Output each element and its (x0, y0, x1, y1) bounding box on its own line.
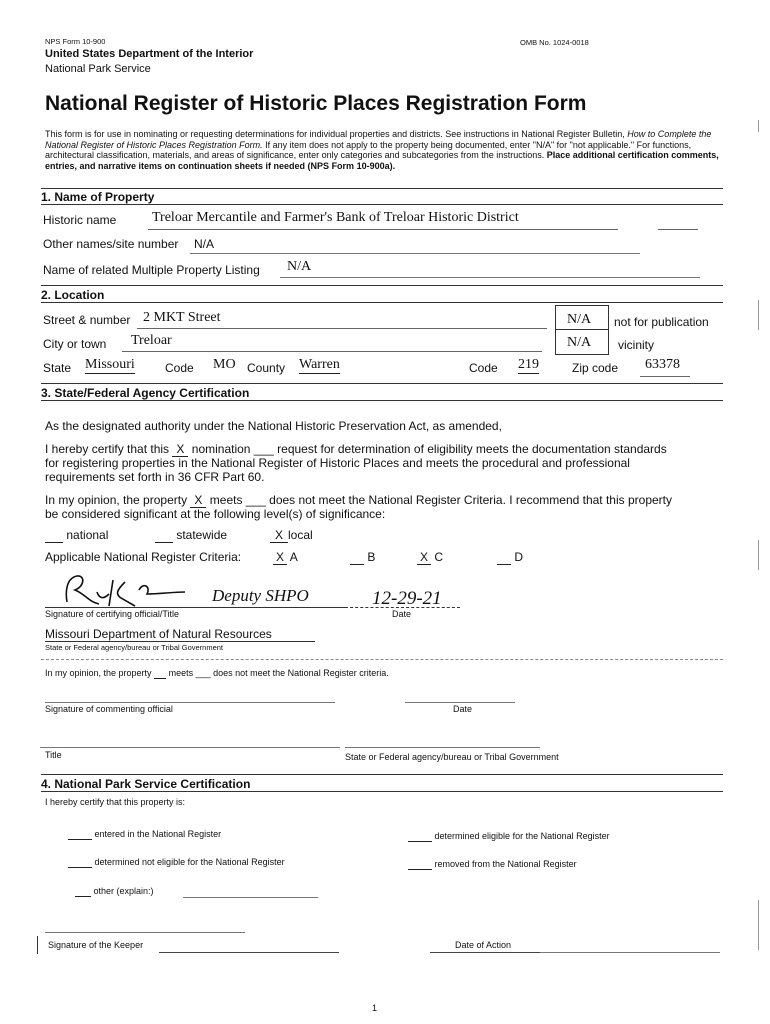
opinion-line-2: be considered significant at the following level(s) of significance: (45, 507, 386, 521)
historic-name-value[interactable]: Treloar Mercantile and Farmer's Bank of Treloar Historic District (152, 210, 519, 225)
historic-name-label: Historic name (43, 213, 117, 227)
omb-number: OMB No. 1024-0018 (520, 38, 589, 47)
commenting-signature-label: Signature of commenting official (45, 704, 173, 714)
title-label: Title (45, 750, 62, 760)
department-name: United States Department of the Interior (45, 48, 254, 60)
vicinity-label: vicinity (618, 338, 655, 352)
mpl-label: Name of related Multiple Property Listing (43, 263, 260, 277)
level-statewide[interactable]: statewide (155, 528, 227, 543)
city-value[interactable]: Treloar (131, 333, 172, 348)
state-value[interactable]: Missouri (85, 357, 135, 372)
criterion-a[interactable]: X A (273, 550, 298, 565)
section-4-heading: 4. National Park Service Certification (41, 777, 251, 791)
not-for-publication-label: not for publication (614, 315, 709, 329)
street-label: Street & number (43, 313, 131, 327)
commenting-date-label: Date (453, 704, 473, 714)
agency-2-label: State or Federal agency/bureau or Tribal Government (345, 752, 559, 762)
date-of-action-label: Date of Action (455, 940, 512, 950)
zip-value[interactable]: 63378 (645, 357, 680, 372)
other-names-label: Other names/site number (43, 237, 179, 251)
intro-text: This form is for use in nominating or requesting determinations for individual properties and districts. See instructions in National Register Bulletin, How to Complete the National Register of Historic Places Registration Form. If any item does not apply to the property being documented, enter "N/A" for "not applicable." For functions, architectural classification, materials, and areas of significance, enter only categories and subcategories from the instructions. Place additional certification comments, entries, and narrative items on continuation sheets if needed (NPS Form 10-900a). (45, 129, 719, 171)
city-label: City or town (43, 337, 107, 351)
signer-title: Deputy SHPO (212, 586, 309, 605)
county-label: County (247, 361, 286, 375)
criterion-d[interactable]: D (497, 550, 523, 565)
option-determined-eligible[interactable]: determined eligible for the National Register (408, 831, 610, 842)
opinion-line: In my opinion, the property X meets ___ does not meet the National Register Criteria. I recommend that this property (45, 493, 673, 507)
section-2-heading: 2. Location (41, 288, 105, 302)
state-code-value[interactable]: MO (213, 357, 236, 372)
criteria-label: Applicable National Register Criteria: (45, 550, 242, 564)
agency-label: State or Federal agency/bureau or Tribal Government (45, 643, 224, 652)
county-code-label: Code (469, 361, 498, 375)
signature-label: Signature of certifying official/Title (45, 609, 180, 619)
keeper-signature-label: Signature of the Keeper (48, 940, 144, 950)
street-value[interactable]: 2 MKT Street (143, 310, 221, 325)
criterion-c[interactable]: X C (417, 550, 443, 565)
nps-certify-text: I hereby certify that this property is: (45, 797, 186, 807)
section-1-heading: 1. Name of Property (41, 190, 155, 204)
nomination-checkmark[interactable]: X (172, 442, 188, 457)
section-3-heading: 3. State/Federal Agency Certification (41, 386, 250, 400)
mpl-value[interactable]: N/A (287, 259, 312, 274)
option-removed[interactable]: removed from the National Register (408, 859, 577, 870)
certify-line: I hereby certify that this X nomination ___ request for determination of eligibility meets the documentation standards (45, 442, 667, 456)
state-label: State (43, 361, 72, 375)
option-entered[interactable]: entered in the National Register (68, 829, 221, 840)
signature-date: 12-29-21 (372, 588, 442, 609)
option-other[interactable]: other (explain:) (75, 886, 154, 897)
certify-line-3: requirements set forth in 36 CFR Part 60. (45, 470, 265, 484)
county-value[interactable]: Warren (299, 357, 340, 372)
service-name: National Park Service (45, 63, 151, 75)
date-label: Date (392, 609, 412, 619)
level-local[interactable]: X local (270, 528, 313, 543)
meets-checkmark[interactable]: X (190, 493, 206, 508)
vicinity-value[interactable]: N/A (567, 335, 592, 350)
authority-text: As the designated authority under the National Historic Preservation Act, as amended, (45, 419, 502, 433)
level-national[interactable]: national (45, 528, 108, 543)
criterion-b[interactable]: B (350, 550, 375, 565)
handwritten-signature (55, 572, 195, 612)
county-code-value[interactable]: 219 (518, 357, 539, 372)
not-for-publication-value[interactable]: N/A (567, 312, 592, 327)
code-label: Code (165, 361, 194, 375)
option-determined-not-eligible[interactable]: determined not eligible for the National Register (68, 857, 285, 868)
form-number: NPS Form 10-900 (45, 37, 106, 46)
agency-name: Missouri Department of Natural Resources (45, 627, 272, 641)
page-number: 1 (372, 1003, 378, 1013)
opinion-2-line: In my opinion, the property meets ___ does not meet the National Register criteria. (45, 668, 389, 678)
zip-label: Zip code (572, 361, 619, 375)
page-title: National Register of Historic Places Registration Form (45, 92, 587, 115)
certify-line-2: for registering properties in the National Register of Historic Places and meets the procedural and professional (45, 456, 630, 470)
other-names-value[interactable]: N/A (194, 237, 215, 251)
